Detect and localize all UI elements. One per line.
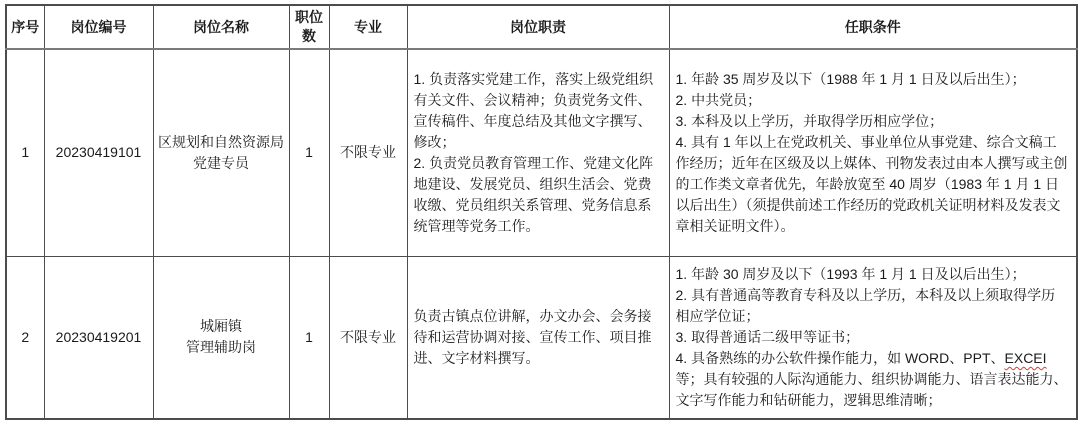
requirement-text-after: 等；具有较强的人际沟通能力、组织协调能力、语言表达能力、文字写作能力和钻研能力，逻辑思维清晰； (675, 370, 1068, 408)
requirement-item: 2. 中共党员； (675, 91, 762, 108)
duty-item: 1. 负责落实党建工作，落实上级党组织有关文件、会议精神；负责党务文件、宣传稿件、年度总结及其他文字撰写、修改； (413, 70, 654, 150)
requirement-item: 1. 年龄 30 周岁及以下（1993 年 1 月 1 日及以后出生）； (675, 265, 1026, 282)
cell-count: 1 (289, 49, 329, 256)
cell-duties (407, 256, 669, 419)
cell-requirements (669, 256, 1077, 419)
col-header-major: 专业 (329, 5, 407, 49)
cell-duties (407, 49, 669, 256)
requirement-item: 3. 本科及以上学历，并取得学历相应学位； (675, 112, 944, 129)
header-row (6, 5, 1077, 49)
title-line: 城厢镇 (200, 318, 242, 335)
cell-code: 20230419201 (44, 256, 153, 419)
cell-count: 1 (289, 256, 329, 419)
misspelled-word: EXCEI (1004, 349, 1047, 366)
cell-seq: 1 (6, 49, 44, 256)
col-header-title: 岗位名称 (153, 5, 289, 49)
title-line: 党建专员 (193, 154, 249, 171)
cell-title (153, 256, 289, 419)
col-header-seq: 序号 (6, 5, 44, 49)
table-row (6, 256, 1077, 419)
col-header-requirements: 任职条件 (669, 5, 1077, 49)
requirement-item: 3. 取得普通话二级甲等证书； (675, 328, 860, 345)
duty-item: 2. 负责党员教育管理工作、党建文化阵地建设、发展党员、组织生活会、党费收缴、党员组织关系管理、党务信息系统管理等党务工作。 (413, 154, 654, 234)
title-line: 区规划和自然资源局 (158, 133, 284, 150)
cell-seq: 2 (6, 256, 44, 419)
requirement-item: 2. 具有普通高等教育专科及以上学历，本科及以上须取得学历相应学位证； (675, 286, 1056, 324)
cell-requirements (669, 49, 1077, 256)
cell-major: 不限专业 (329, 49, 407, 256)
title-line: 管理辅助岗 (186, 339, 256, 356)
cell-major: 不限专业 (329, 256, 407, 419)
requirement-item (676, 348, 1069, 411)
job-positions-table (5, 4, 1078, 420)
requirement-item: 1. 年龄 35 周岁及以下（1988 年 1 月 1 日及以后出生）； (675, 70, 1026, 87)
cell-code: 20230419101 (44, 49, 153, 256)
col-header-count: 职位数 (289, 5, 329, 49)
table-row (6, 49, 1077, 256)
col-header-duties: 岗位职责 (407, 5, 669, 49)
duty-item: 负责古镇点位讲解，办文办会、会务接待和运营协调对接、宣传工作、项目推进、文字材料撰写。 (413, 307, 652, 366)
requirement-item: 4. 具有 1 年以上在党政机关、事业单位从事党建、综合文稿工作经历；近年在区级及以上媒体、刊物发表过由本人撰写或主创的工作类文章者优先，年龄放宽至 40 周岁（1983 年 1 月 1 日以后出生）（须提供前述工作经历的党政机关证明材料及发表文章相关证明文件）。 (675, 133, 1068, 234)
cell-title (153, 49, 289, 256)
requirement-text-before: 4. 具备熟练的办公软件操作能力，如 WORD、PPT、 (675, 349, 1005, 366)
col-header-code: 岗位编号 (44, 5, 153, 49)
